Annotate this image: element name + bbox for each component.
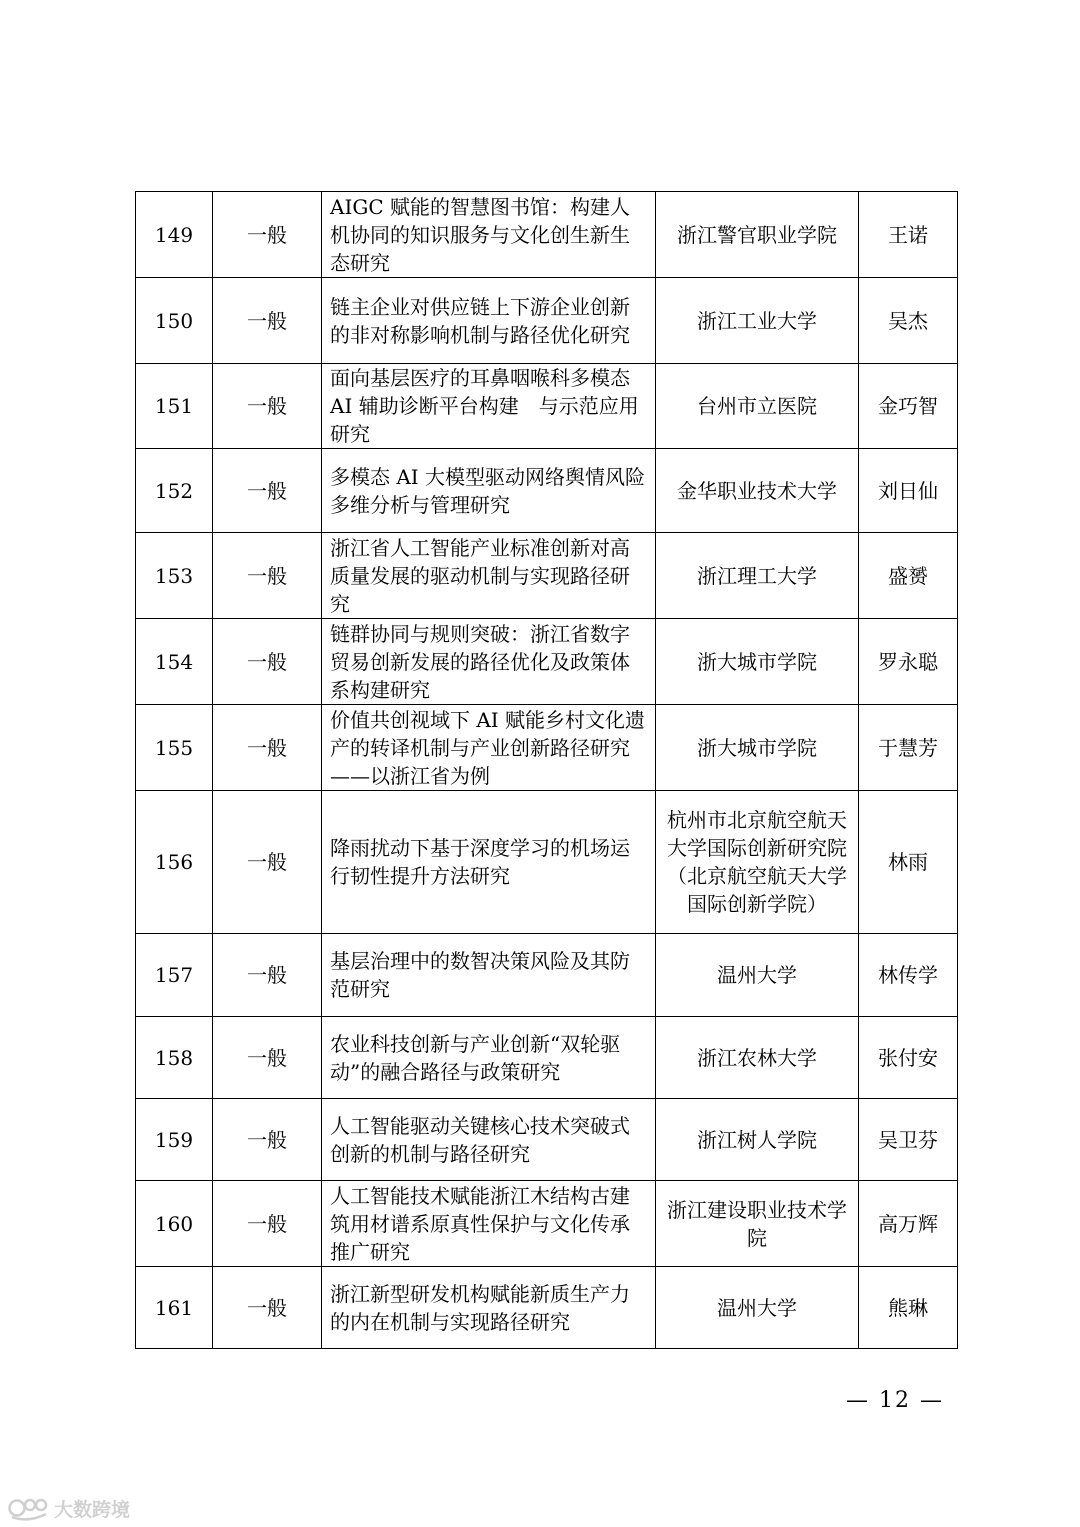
table-row: [136, 364, 958, 449]
row-leader: 刘日仙: [859, 449, 958, 533]
row-category: 一般: [213, 1267, 322, 1349]
table-row: [136, 1017, 958, 1099]
row-institution: 浙江工业大学: [656, 278, 859, 364]
row-title: 多模态 AI 大模型驱动网络舆情风险多维分析与管理研究: [322, 449, 656, 533]
row-category: 一般: [213, 1099, 322, 1181]
row-institution: 金华职业技术大学: [656, 449, 859, 533]
row-institution: 浙大城市学院: [656, 705, 859, 791]
row-title: 价值共创视域下 AI 赋能乡村文化遗产的转译机制与产业创新路径研究——以浙江省为例: [322, 705, 656, 791]
row-leader: 金巧智: [859, 364, 958, 449]
project-table: [135, 191, 958, 1349]
row-number: 150: [136, 278, 213, 364]
row-institution: 温州大学: [656, 1267, 859, 1349]
page-number: — 12 —: [846, 1388, 944, 1413]
row-title: 链群协同与规则突破：浙江省数字贸易创新发展的路径优化及政策体系构建研究: [322, 619, 656, 705]
table-row: [136, 533, 958, 619]
row-leader: 林传学: [859, 934, 958, 1017]
row-leader: 吴杰: [859, 278, 958, 364]
watermark: [8, 1494, 130, 1522]
row-leader: 王诺: [859, 192, 958, 278]
row-category: 一般: [213, 705, 322, 791]
row-number: 156: [136, 791, 213, 934]
row-leader: 罗永聪: [859, 619, 958, 705]
row-institution: 浙江理工大学: [656, 533, 859, 619]
row-leader: 于慧芳: [859, 705, 958, 791]
table-row: [136, 619, 958, 705]
table-row: [136, 1181, 958, 1267]
table-row: [136, 449, 958, 533]
row-number: 149: [136, 192, 213, 278]
row-category: 一般: [213, 619, 322, 705]
row-title: 浙江省人工智能产业标准创新对高质量发展的驱动机制与实现路径研究: [322, 533, 656, 619]
row-institution: 浙江警官职业学院: [656, 192, 859, 278]
table-row: [136, 1099, 958, 1181]
row-number: 152: [136, 449, 213, 533]
row-number: 154: [136, 619, 213, 705]
row-category: 一般: [213, 1181, 322, 1267]
row-category: 一般: [213, 533, 322, 619]
watermark-text: 大数跨境: [54, 1498, 131, 1521]
row-number: 158: [136, 1017, 213, 1099]
row-institution: 浙江建设职业技术学院: [656, 1181, 859, 1267]
row-number: 151: [136, 364, 213, 449]
row-title: 浙江新型研发机构赋能新质生产力的内在机制与实现路径研究: [322, 1267, 656, 1349]
row-institution: 温州大学: [656, 934, 859, 1017]
table-row: [136, 705, 958, 791]
row-number: 153: [136, 533, 213, 619]
table-row: [136, 934, 958, 1017]
row-category: 一般: [213, 934, 322, 1017]
row-institution: 浙江农林大学: [656, 1017, 859, 1099]
row-institution: 浙大城市学院: [656, 619, 859, 705]
row-number: 155: [136, 705, 213, 791]
table-row: [136, 278, 958, 364]
row-category: 一般: [213, 278, 322, 364]
row-category: 一般: [213, 192, 322, 278]
row-leader: 吴卫芬: [859, 1099, 958, 1181]
row-category: 一般: [213, 364, 322, 449]
row-number: 157: [136, 934, 213, 1017]
row-leader: 张付安: [859, 1017, 958, 1099]
brand-logo-icon: [8, 1495, 50, 1521]
row-title: AIGC 赋能的智慧图书馆：构建人机协同的知识服务与文化创生新生态研究: [322, 192, 656, 278]
row-number: 159: [136, 1099, 213, 1181]
row-leader: 高万辉: [859, 1181, 958, 1267]
row-category: 一般: [213, 791, 322, 934]
row-leader: 熊琳: [859, 1267, 958, 1349]
row-institution: 杭州市北京航空航天大学国际创新研究院（北京航空航天大学国际创新学院）: [656, 791, 859, 934]
row-number: 161: [136, 1267, 213, 1349]
row-leader: 盛赟: [859, 533, 958, 619]
row-category: 一般: [213, 1017, 322, 1099]
table-row: [136, 791, 958, 934]
row-category: 一般: [213, 449, 322, 533]
row-institution: 浙江树人学院: [656, 1099, 859, 1181]
table-row: [136, 1267, 958, 1349]
row-leader: 林雨: [859, 791, 958, 934]
row-title: 链主企业对供应链上下游企业创新的非对称影响机制与路径优化研究: [322, 278, 656, 364]
row-number: 160: [136, 1181, 213, 1267]
row-title: 降雨扰动下基于深度学习的机场运行韧性提升方法研究: [322, 791, 656, 934]
table-row: [136, 192, 958, 278]
row-institution: 台州市立医院: [656, 364, 859, 449]
row-title: 人工智能驱动关键核心技术突破式创新的机制与路径研究: [322, 1099, 656, 1181]
row-title: 面向基层医疗的耳鼻咽喉科多模态 AI 辅助诊断平台构建 与示范应用研究: [322, 364, 656, 449]
row-title: 基层治理中的数智决策风险及其防范研究: [322, 934, 656, 1017]
row-title: 人工智能技术赋能浙江木结构古建筑用材谱系原真性保护与文化传承推广研究: [322, 1181, 656, 1267]
row-title: 农业科技创新与产业创新“双轮驱动”的融合路径与政策研究: [322, 1017, 656, 1099]
